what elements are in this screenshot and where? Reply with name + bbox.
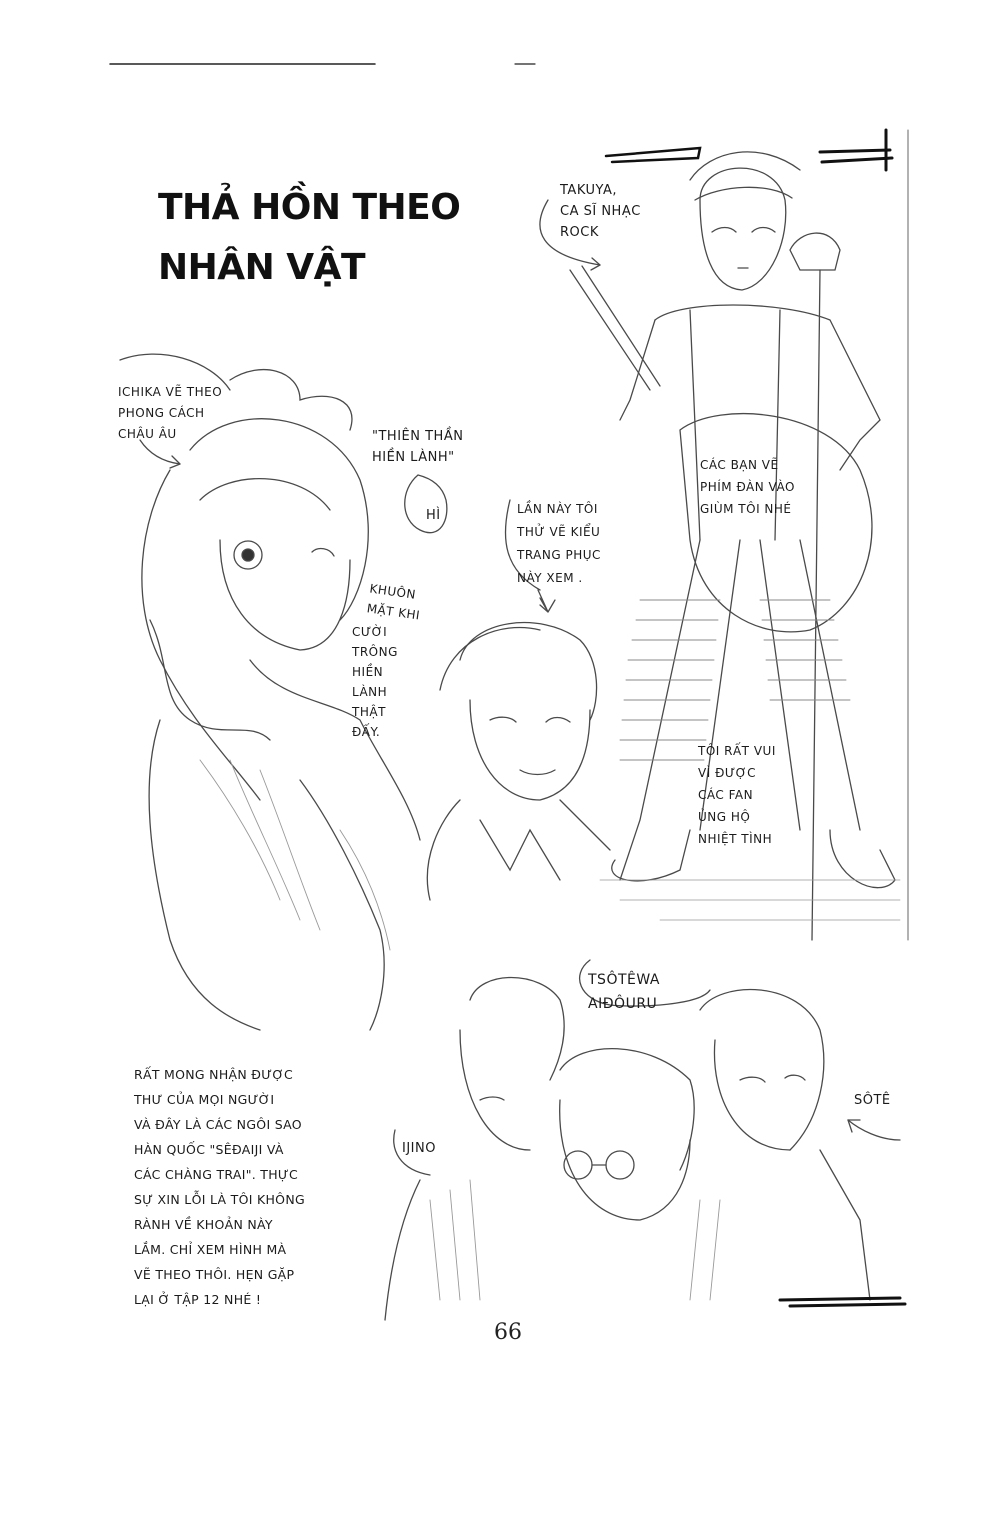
page-number: 66 bbox=[494, 1320, 522, 1345]
caption-ijino: IJINO bbox=[402, 1141, 436, 1156]
caption-takuya: TAKUYA, CA SĨ NHẠC ROCK bbox=[560, 183, 641, 240]
caption-hi: HÌ bbox=[426, 508, 441, 523]
caption-guitar: CÁC BẠN VẼ PHÍM ĐÀN VÀO GIÙM TÔI NHÉ bbox=[700, 458, 795, 516]
caption-smile-bottom: CƯỜI TRÔNG HIỀN LÀNH THẬT ĐẤY. bbox=[352, 625, 398, 739]
caption-sote: SÔTÊ bbox=[854, 1093, 891, 1108]
caption-tsotewa: TSÔTÊWA AIĐÔURU bbox=[588, 972, 661, 1012]
caption-letter: RẤT MONG NHẬN ĐƯỢC THƯ CỦA MỌI NGƯỜI VÀ ĐÂY LÀ CÁC NGÔI SAO HÀN QUỐC "SÊĐAIJI VÀ CÁC CHÀNG TRAI". THỰC SỰ XIN LỖI LÀ TÔI KHÔNG RÀNH VỀ KHOẢN NÀY LẮM. CHỈ XEM HÌNH MÀ VẼ THEO THÔI. HẸN GẶP LẠI Ở TẬP 12 NHÉ ! bbox=[134, 1067, 305, 1307]
caption-costume: LẦN NÀY TÔI THỬ VẼ KIỂU TRANG PHỤC NÀY XEM . bbox=[517, 502, 601, 585]
caption-smile-top: KHUÔN MẶT KHI bbox=[365, 581, 421, 623]
page-title: THẢ HỒN THEO NHÂN VẬT bbox=[158, 187, 461, 288]
caption-fans: TÔI RẤT VUI VÌ ĐƯỢC CÁC FAN ỦNG HỘ NHIỆT TÌNH bbox=[698, 744, 776, 846]
caption-angel: "THIÊN THẦN HIỀN LÀNH" bbox=[372, 429, 464, 465]
caption-ichika: ICHIKA VẼ THEO PHONG CÁCH CHÂU ÂU bbox=[118, 385, 223, 441]
